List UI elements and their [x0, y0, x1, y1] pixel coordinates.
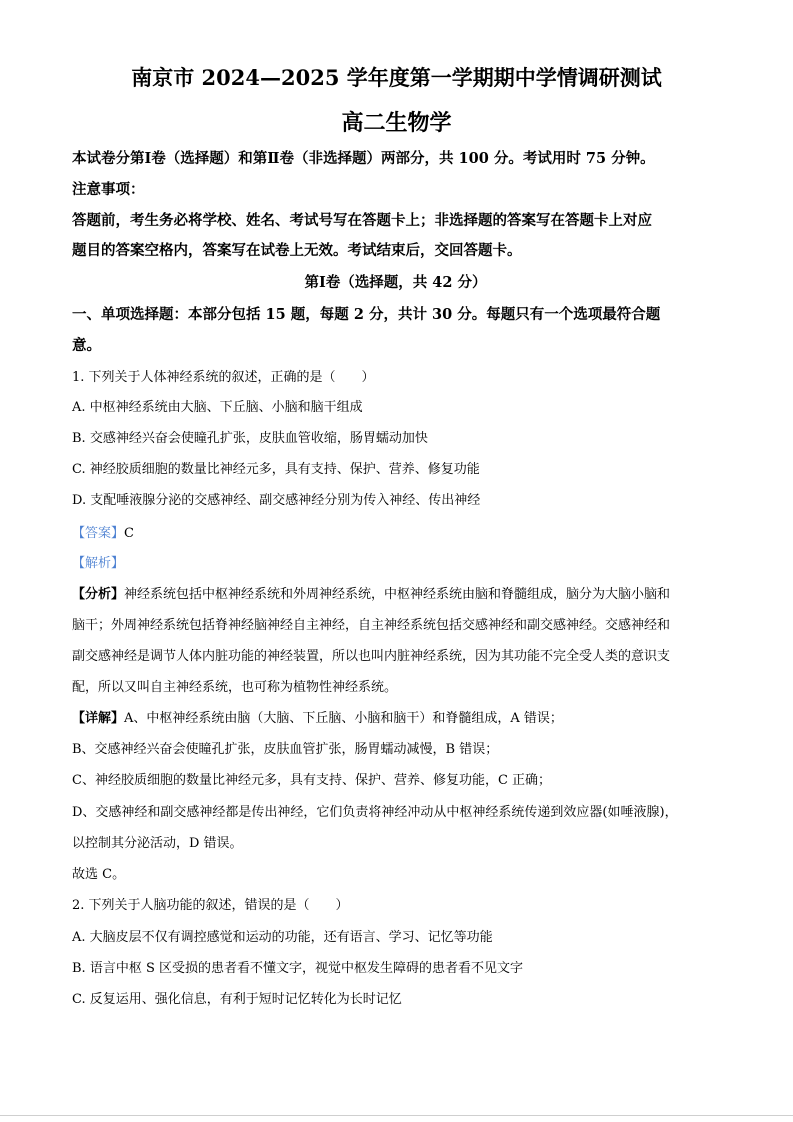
- analysis-tag: 【解析】: [72, 556, 125, 571]
- exam-title: 南京市 2024—2025 学年度第一学期期中学情调研测试: [131, 65, 662, 90]
- fenxi-text: 神经系统包括中枢神经系统和外周神经系统，中枢神经系统由脑和脊髓组成，脑分为大脑小脑和: [124, 587, 671, 602]
- question-2-option-b: B. 语言中枢 S 区受损的患者看不懂文字，视觉中枢发生障碍的患者看不见文字: [72, 961, 523, 976]
- xiangjie-tag: 【详解】: [72, 711, 125, 726]
- section-heading: 第Ⅰ卷（选择题，共 42 分）: [304, 274, 487, 291]
- intro-text: 本试卷分第Ⅰ卷（选择题）和第Ⅱ卷（非选择题）两部分，共 100 分。考试用时 75 分钟。: [72, 150, 655, 167]
- xiangjie-text: A、中枢神经系统由脑（大脑、下丘脑、小脑和脑干）和脊髓组成，A 错误；: [124, 711, 563, 726]
- page-bottom-divider: [0, 1115, 793, 1116]
- xiangjie-line2: B、交感神经兴奋会使瞳孔扩张，皮肤血管扩张，肠胃蠕动减慢，B 错误；: [72, 742, 499, 757]
- notice-heading: 注意事项：: [72, 181, 145, 198]
- notice-text-line1: 答题前，考生务必将学校、姓名、考试号写在答题卡上；非选择题的答案写在答题卡上对应: [72, 212, 652, 229]
- answer-tag: 【答案】: [72, 526, 125, 541]
- question-2-option-a: A. 大脑皮层不仅有调控感觉和运动的功能，还有语言、学习、记忆等功能: [72, 930, 493, 945]
- fenxi-line2: 脑干；外周神经系统包括脊神经脑神经自主神经，自主神经系统包括交感神经和副交感神经。交感神经和: [72, 618, 671, 633]
- xiangjie-line4: D、交感神经和副交感神经都是传出神经，它们负责将神经冲动从中枢神经系统传递到效应器(如唾液腺)，: [72, 805, 678, 820]
- xiangjie-line5: 以控制其分泌活动，D 错误。: [72, 836, 243, 851]
- question-1-stem: 1. 下列关于人体神经系统的叙述，正确的是（ ）: [72, 370, 375, 385]
- section-instruction-line1: 一、单项选择题：本部分包括 15 题，每题 2 分，共计 30 分。每题只有一个选项最符合题: [72, 306, 661, 323]
- question-2-stem: 2. 下列关于人脑功能的叙述，错误的是（ ）: [72, 898, 349, 913]
- question-1-option-b: B. 交感神经兴奋会使瞳孔扩张，皮肤血管收缩，肠胃蠕动加快: [72, 431, 428, 446]
- conclusion: 故选 C。: [72, 867, 126, 882]
- question-1-option-a: A. 中枢神经系统由大脑、下丘脑、小脑和脑干组成: [72, 400, 363, 415]
- notice-text-line2: 题目的答案空格内，答案写在试卷上无效。考试结束后，交回答题卡。: [72, 242, 522, 259]
- fenxi-tag: 【分析】: [72, 587, 125, 602]
- answer-row: [72, 525, 719, 543]
- exam-subject: 高二生物学: [341, 110, 452, 136]
- fenxi-line4: 配，所以又叫自主神经系统，也可称为植物性神经系统。: [72, 680, 398, 695]
- section-instruction-line2: 意。: [72, 337, 101, 354]
- xiangjie-line3: C、神经胶质细胞的数量比神经元多，具有支持、保护、营养、修复功能，C 正确；: [72, 773, 552, 788]
- question-1-option-c: C. 神经胶质细胞的数量比神经元多，具有支持、保护、营养、修复功能: [72, 462, 480, 477]
- fenxi-line3: 副交感神经是调节人体内脏功能的神经装置，所以也叫内脏神经系统，因为其功能不完全受人类的意识支: [72, 649, 671, 664]
- question-1-option-d: D. 支配唾液腺分泌的交感神经、副交感神经分别为传入神经、传出神经: [72, 493, 481, 508]
- fenxi-line1: [72, 586, 719, 604]
- question-2-option-c: C. 反复运用、强化信息，有利于短时记忆转化为长时记忆: [72, 992, 402, 1007]
- answer-value: C: [124, 526, 134, 541]
- xiangjie-line1: [72, 710, 719, 728]
